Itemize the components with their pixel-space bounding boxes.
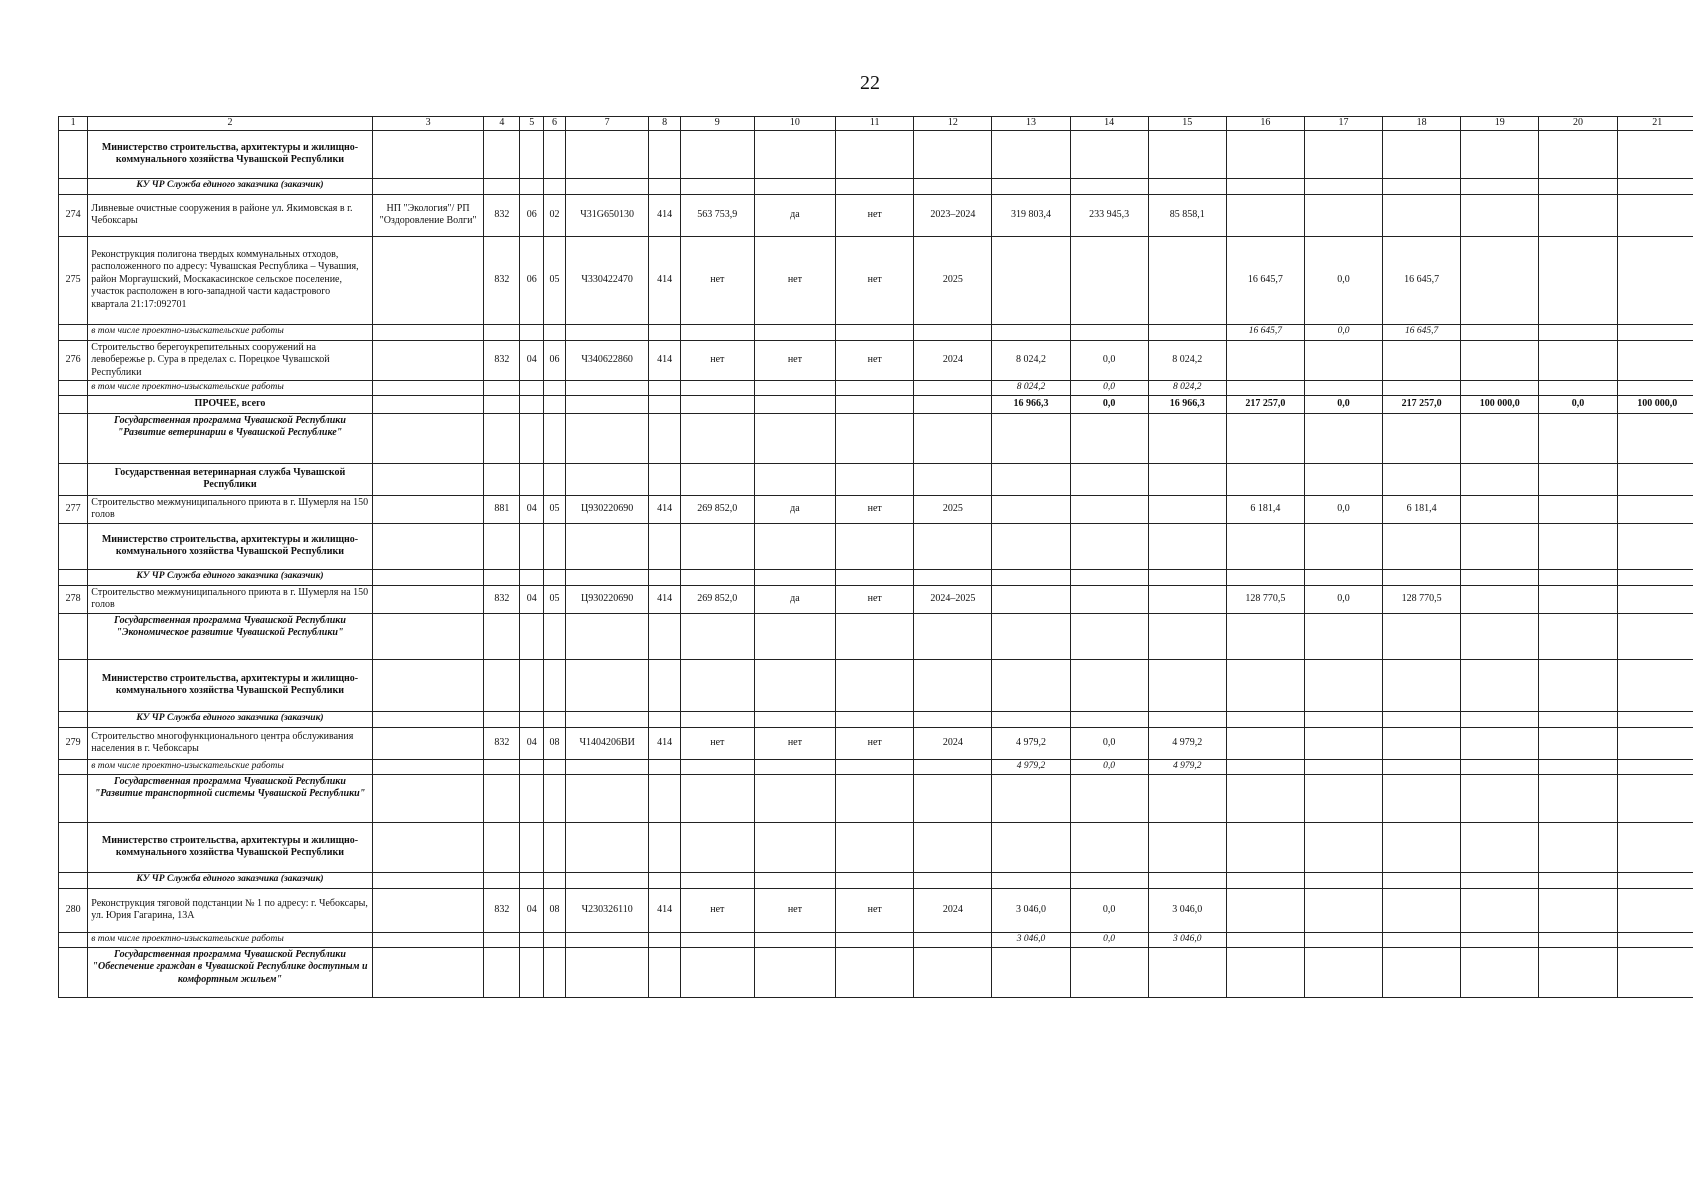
table-row	[59, 340, 1693, 381]
total-value: 100 000,0	[1617, 395, 1693, 413]
cell: 2025	[914, 495, 992, 523]
object-name: Реконструкция полигона твердых коммунальных отходов, расположенного по адресу: Чувашская Республика – Чувашия, район Моргаушский, Москакасинское сельское поселение, участок расположен в юго-западной части кадастрового квартала 21:17:092701	[88, 236, 372, 324]
design-works-row	[59, 759, 1693, 774]
cell: 128 770,5	[1383, 585, 1461, 613]
col-header: 10	[754, 117, 835, 131]
cell: нет	[680, 236, 754, 324]
object-name: Реконструкция тяговой подстанции № 1 по адресу: г. Чебоксары, ул. Юрия Гагарина, 13А	[88, 888, 372, 932]
design-works-row	[59, 381, 1693, 396]
cell: Ц930220690	[565, 495, 649, 523]
cell: 832	[484, 585, 520, 613]
cell: нет	[836, 495, 914, 523]
row-number: 274	[59, 194, 88, 236]
program-row	[59, 774, 1693, 822]
total-value: 217 257,0	[1383, 395, 1461, 413]
program-label: Государственная программа Чувашской Республики "Обеспечение граждан в Чувашской Республике доступным и комфортным жильем"	[88, 947, 372, 997]
cell: 04	[520, 340, 544, 381]
cell: 269 852,0	[680, 585, 754, 613]
col-header: 2	[88, 117, 372, 131]
cell: 8 024,2	[1148, 381, 1226, 396]
cell: 0,0	[1070, 888, 1148, 932]
cell: 0,0	[1070, 759, 1148, 774]
cell: 8 024,2	[992, 340, 1070, 381]
cell: Ч340622860	[565, 340, 649, 381]
cell: да	[754, 194, 835, 236]
cell: 832	[484, 194, 520, 236]
design-works-row	[59, 932, 1693, 947]
cell: 3 046,0	[992, 888, 1070, 932]
ministry-row	[59, 523, 1693, 569]
cell: 8 024,2	[1148, 340, 1226, 381]
program-row	[59, 613, 1693, 659]
total-value: 16 966,3	[1148, 395, 1226, 413]
cell: да	[754, 495, 835, 523]
cell: 414	[649, 585, 680, 613]
col-header: 20	[1539, 117, 1617, 131]
table-row	[59, 194, 1693, 236]
cell: да	[754, 585, 835, 613]
cell: нет	[680, 727, 754, 759]
ministry-label: Министерство строительства, архитектуры и жилищно-коммунального хозяйства Чувашской Республики	[88, 523, 372, 569]
investment-table	[58, 116, 1693, 998]
program-row	[59, 947, 1693, 997]
cell: 6 181,4	[1383, 495, 1461, 523]
col-header: 5	[520, 117, 544, 131]
cell: 16 645,7	[1383, 236, 1461, 324]
page-number: 22	[860, 72, 880, 94]
cell: нет	[754, 888, 835, 932]
cell: 0,0	[1304, 324, 1382, 340]
total-value: 217 257,0	[1226, 395, 1304, 413]
org-row	[59, 463, 1693, 495]
cell: 06	[520, 236, 544, 324]
cell: 832	[484, 340, 520, 381]
cell: 85 858,1	[1148, 194, 1226, 236]
col-header: 7	[565, 117, 649, 131]
row-number: 280	[59, 888, 88, 932]
cell: 16 645,7	[1226, 236, 1304, 324]
program-row	[59, 413, 1693, 463]
total-value: 0,0	[1539, 395, 1617, 413]
cell: нет	[836, 585, 914, 613]
object-name: Строительство многофункционального центра обслуживания населения в г. Чебоксары	[88, 727, 372, 759]
cell: 414	[649, 236, 680, 324]
column-number-row	[59, 117, 1693, 131]
vet-service-label: Государственная ветеринарная служба Чувашской Республики	[88, 463, 372, 495]
cell: 05	[544, 495, 566, 523]
object-name: Строительство берегоукрепительных сооружений на левобережье р. Сура в пределах с. Порецкое Чувашской Республики	[88, 340, 372, 381]
total-value: 0,0	[1304, 395, 1382, 413]
table-row	[59, 236, 1693, 324]
cell: 6 181,4	[1226, 495, 1304, 523]
cell: 832	[484, 727, 520, 759]
cell: Ч230326110	[565, 888, 649, 932]
cell: 04	[520, 585, 544, 613]
ministry-row	[59, 130, 1693, 178]
cell: 04	[520, 727, 544, 759]
table-row	[59, 888, 1693, 932]
total-row	[59, 395, 1693, 413]
cell: 414	[649, 495, 680, 523]
cell: нет	[836, 727, 914, 759]
col-header: 9	[680, 117, 754, 131]
cell: нет	[836, 236, 914, 324]
col-header: 18	[1383, 117, 1461, 131]
cell: 0,0	[1070, 381, 1148, 396]
cell: 414	[649, 194, 680, 236]
cell: 2023–2024	[914, 194, 992, 236]
cell: 832	[484, 888, 520, 932]
cell: Ч31G650130	[565, 194, 649, 236]
cell: 4 979,2	[992, 727, 1070, 759]
cell: 16 645,7	[1383, 324, 1461, 340]
cell: 414	[649, 727, 680, 759]
cell: нет	[754, 340, 835, 381]
cell: нет	[754, 727, 835, 759]
total-value: 0,0	[1070, 395, 1148, 413]
col-header: 19	[1461, 117, 1539, 131]
ministry-label: Министерство строительства, архитектуры и жилищно-коммунального хозяйства Чувашской Республики	[88, 822, 372, 872]
cell: 128 770,5	[1226, 585, 1304, 613]
design-works-label: в том числе проектно-изыскательские работы	[88, 759, 372, 774]
customer-label: КУ ЧР Служба единого заказчика (заказчик)	[88, 872, 372, 888]
cell: 4 979,2	[1148, 759, 1226, 774]
ministry-row	[59, 659, 1693, 711]
cell: Ч330422470	[565, 236, 649, 324]
row-number: 275	[59, 236, 88, 324]
col-header: 17	[1304, 117, 1382, 131]
cell: 3 046,0	[992, 932, 1070, 947]
object-name: Строительство межмуниципального приюта в г. Шумерля на 150 голов	[88, 495, 372, 523]
design-works-label: в том числе проектно-изыскательские работы	[88, 324, 372, 340]
cell: 05	[544, 236, 566, 324]
cell: нет	[680, 888, 754, 932]
cell: 414	[649, 340, 680, 381]
cell: 563 753,9	[680, 194, 754, 236]
col-header: 3	[372, 117, 484, 131]
cell: Ч1404206ВИ	[565, 727, 649, 759]
design-works-label: в том числе проектно-изыскательские работы	[88, 932, 372, 947]
cell: 8 024,2	[992, 381, 1070, 396]
row-number: 276	[59, 340, 88, 381]
cell: 3 046,0	[1148, 932, 1226, 947]
cell: 414	[649, 888, 680, 932]
col-header: 4	[484, 117, 520, 131]
row-number: 278	[59, 585, 88, 613]
cell: 2024–2025	[914, 585, 992, 613]
customer-label: КУ ЧР Служба единого заказчика (заказчик)	[88, 569, 372, 585]
cell: 05	[544, 585, 566, 613]
ministry-label: Министерство строительства, архитектуры и жилищно-коммунального хозяйства Чувашской Республики	[88, 130, 372, 178]
col-header: 8	[649, 117, 680, 131]
object-name: Строительство межмуниципального приюта в г. Шумерля на 150 голов	[88, 585, 372, 613]
program-label: Государственная программа Чувашской Республики "Развитие транспортной системы Чувашской Республики"	[88, 774, 372, 822]
ministry-label: Министерство строительства, архитектуры и жилищно-коммунального хозяйства Чувашской Республики	[88, 659, 372, 711]
col-header: 16	[1226, 117, 1304, 131]
cell: 0,0	[1070, 340, 1148, 381]
cell: нет	[836, 888, 914, 932]
total-value: 100 000,0	[1461, 395, 1539, 413]
cell: 2025	[914, 236, 992, 324]
row-number: 279	[59, 727, 88, 759]
customer-row	[59, 872, 1693, 888]
cell: 832	[484, 236, 520, 324]
cell: 0,0	[1070, 932, 1148, 947]
cell: нет	[754, 236, 835, 324]
customer-row	[59, 711, 1693, 727]
cell: 06	[544, 340, 566, 381]
cell: 3 046,0	[1148, 888, 1226, 932]
table-row	[59, 495, 1693, 523]
cell: 04	[520, 495, 544, 523]
cell: 08	[544, 727, 566, 759]
cell: 2024	[914, 727, 992, 759]
customer-label: КУ ЧР Служба единого заказчика (заказчик)	[88, 711, 372, 727]
object-name: Ливневые очистные сооружения в районе ул. Якимовская в г. Чебоксары	[88, 194, 372, 236]
cell: нет	[836, 194, 914, 236]
program-label: Государственная программа Чувашской Республики "Развитие ветеринарии в Чувашской Республике"	[88, 413, 372, 463]
table-row	[59, 585, 1693, 613]
customer-label: КУ ЧР Служба единого заказчика (заказчик)	[88, 178, 372, 194]
customer-row	[59, 569, 1693, 585]
cell: 0,0	[1304, 495, 1382, 523]
program-ref: НП "Экология"/ РП "Оздоровление Волги"	[372, 194, 484, 236]
cell: 2024	[914, 888, 992, 932]
cell: 04	[520, 888, 544, 932]
cell: 0,0	[1070, 727, 1148, 759]
cell: 233 945,3	[1070, 194, 1148, 236]
design-works-label: в том числе проектно-изыскательские работы	[88, 381, 372, 396]
row-number: 277	[59, 495, 88, 523]
col-header: 13	[992, 117, 1070, 131]
cell: 319 803,4	[992, 194, 1070, 236]
customer-row	[59, 178, 1693, 194]
col-header: 14	[1070, 117, 1148, 131]
cell: 16 645,7	[1226, 324, 1304, 340]
total-value: 16 966,3	[992, 395, 1070, 413]
table-row	[59, 727, 1693, 759]
col-header: 11	[836, 117, 914, 131]
cell: нет	[680, 340, 754, 381]
ministry-row	[59, 822, 1693, 872]
total-label: ПРОЧЕЕ, всего	[88, 395, 372, 413]
col-header: 1	[59, 117, 88, 131]
col-header: 21	[1617, 117, 1693, 131]
cell: 0,0	[1304, 236, 1382, 324]
cell: 2024	[914, 340, 992, 381]
cell: 269 852,0	[680, 495, 754, 523]
col-header: 12	[914, 117, 992, 131]
col-header: 6	[544, 117, 566, 131]
cell: 08	[544, 888, 566, 932]
cell: 4 979,2	[1148, 727, 1226, 759]
cell: 02	[544, 194, 566, 236]
cell: нет	[836, 340, 914, 381]
design-works-row	[59, 324, 1693, 340]
cell: 0,0	[1304, 585, 1382, 613]
cell: 06	[520, 194, 544, 236]
col-header: 15	[1148, 117, 1226, 131]
cell: Ц930220690	[565, 585, 649, 613]
cell: 4 979,2	[992, 759, 1070, 774]
program-label: Государственная программа Чувашской Республики "Экономическое развитие Чувашской Республики"	[88, 613, 372, 659]
cell: 881	[484, 495, 520, 523]
